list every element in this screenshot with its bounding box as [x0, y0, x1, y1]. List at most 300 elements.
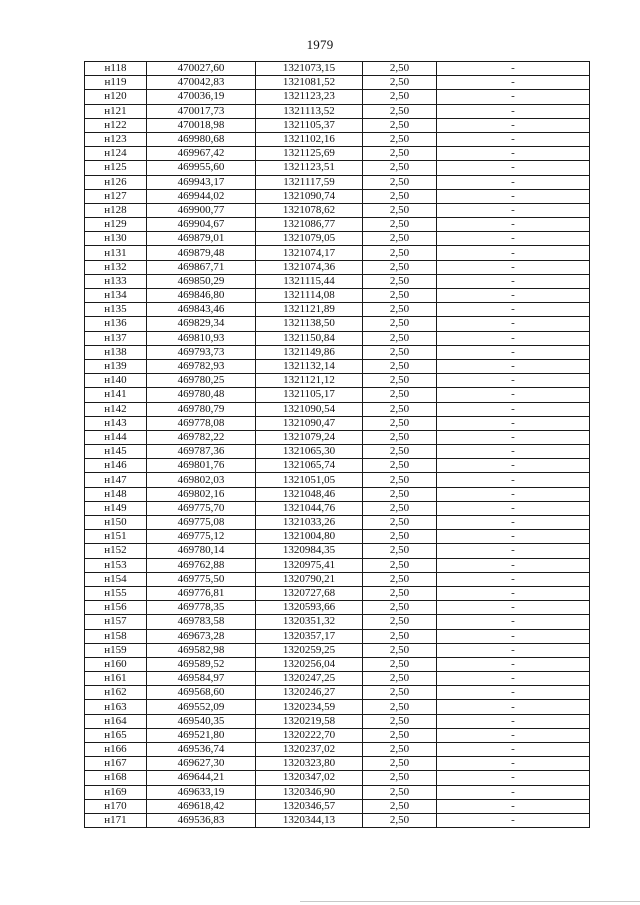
x-coordinate-cell: 469879,01	[147, 232, 256, 246]
table-row	[85, 572, 590, 586]
point-id-cell: н151	[85, 530, 147, 544]
point-id-cell: н120	[85, 90, 147, 104]
note-cell: -	[437, 586, 590, 600]
x-coordinate-cell: 469850,29	[147, 274, 256, 288]
accuracy-cell: 2,50	[363, 757, 437, 771]
accuracy-cell: 2,50	[363, 629, 437, 643]
x-coordinate-cell: 469521,80	[147, 728, 256, 742]
note-cell: -	[437, 743, 590, 757]
note-cell: -	[437, 90, 590, 104]
point-id-cell: н133	[85, 274, 147, 288]
table-row	[85, 544, 590, 558]
point-id-cell: н153	[85, 558, 147, 572]
accuracy-cell: 2,50	[363, 445, 437, 459]
y-coordinate-cell: 1321073,15	[256, 62, 363, 76]
point-id-cell: н132	[85, 260, 147, 274]
page-number: 1979	[306, 37, 334, 52]
accuracy-cell: 2,50	[363, 459, 437, 473]
x-coordinate-cell: 470018,98	[147, 118, 256, 132]
x-coordinate-cell: 469783,58	[147, 615, 256, 629]
accuracy-cell: 2,50	[363, 388, 437, 402]
x-coordinate-cell: 469943,17	[147, 175, 256, 189]
table-row	[85, 728, 590, 742]
table-row	[85, 303, 590, 317]
note-cell: -	[437, 601, 590, 615]
y-coordinate-cell: 1321125,69	[256, 147, 363, 161]
y-coordinate-cell: 1321081,52	[256, 76, 363, 90]
point-id-cell: н154	[85, 572, 147, 586]
table-row	[85, 147, 590, 161]
point-id-cell: н156	[85, 601, 147, 615]
point-id-cell: н147	[85, 473, 147, 487]
x-coordinate-cell: 469780,14	[147, 544, 256, 558]
accuracy-cell: 2,50	[363, 289, 437, 303]
accuracy-cell: 2,50	[363, 359, 437, 373]
accuracy-cell: 2,50	[363, 686, 437, 700]
y-coordinate-cell: 1320246,27	[256, 686, 363, 700]
table-row	[85, 90, 590, 104]
point-id-cell: н137	[85, 331, 147, 345]
note-cell: -	[437, 303, 590, 317]
note-cell: -	[437, 359, 590, 373]
accuracy-cell: 2,50	[363, 672, 437, 686]
table-row	[85, 700, 590, 714]
accuracy-cell: 2,50	[363, 90, 437, 104]
note-cell: -	[437, 416, 590, 430]
x-coordinate-cell: 469552,09	[147, 700, 256, 714]
y-coordinate-cell: 1321078,62	[256, 203, 363, 217]
x-coordinate-cell: 469780,79	[147, 402, 256, 416]
table-row	[85, 516, 590, 530]
y-coordinate-cell: 1321090,74	[256, 189, 363, 203]
table-row	[85, 743, 590, 757]
note-cell: -	[437, 289, 590, 303]
table-row	[85, 771, 590, 785]
accuracy-cell: 2,50	[363, 147, 437, 161]
x-coordinate-cell: 469540,35	[147, 714, 256, 728]
note-cell: -	[437, 501, 590, 515]
y-coordinate-cell: 1321102,16	[256, 132, 363, 146]
x-coordinate-cell: 469778,35	[147, 601, 256, 615]
table-row	[85, 657, 590, 671]
y-coordinate-cell: 1321149,86	[256, 345, 363, 359]
point-id-cell: н121	[85, 104, 147, 118]
note-cell: -	[437, 714, 590, 728]
y-coordinate-cell: 1321123,51	[256, 161, 363, 175]
note-cell: -	[437, 232, 590, 246]
accuracy-cell: 2,50	[363, 402, 437, 416]
point-id-cell: н152	[85, 544, 147, 558]
accuracy-cell: 2,50	[363, 487, 437, 501]
table-row	[85, 785, 590, 799]
point-id-cell: н169	[85, 785, 147, 799]
table-row	[85, 359, 590, 373]
x-coordinate-cell: 469780,25	[147, 374, 256, 388]
point-id-cell: н161	[85, 672, 147, 686]
x-coordinate-cell: 469673,28	[147, 629, 256, 643]
note-cell: -	[437, 331, 590, 345]
accuracy-cell: 2,50	[363, 232, 437, 246]
accuracy-cell: 2,50	[363, 799, 437, 813]
accuracy-cell: 2,50	[363, 175, 437, 189]
note-cell: -	[437, 572, 590, 586]
scan-edge-line	[300, 901, 640, 902]
table-row	[85, 246, 590, 260]
accuracy-cell: 2,50	[363, 785, 437, 799]
table-row	[85, 643, 590, 657]
x-coordinate-cell: 469829,34	[147, 317, 256, 331]
accuracy-cell: 2,50	[363, 246, 437, 260]
x-coordinate-cell: 469802,16	[147, 487, 256, 501]
accuracy-cell: 2,50	[363, 260, 437, 274]
point-id-cell: н166	[85, 743, 147, 757]
x-coordinate-cell: 469793,73	[147, 345, 256, 359]
x-coordinate-cell: 469762,88	[147, 558, 256, 572]
y-coordinate-cell: 1321138,50	[256, 317, 363, 331]
x-coordinate-cell: 469568,60	[147, 686, 256, 700]
note-cell: -	[437, 118, 590, 132]
accuracy-cell: 2,50	[363, 516, 437, 530]
x-coordinate-cell: 470017,73	[147, 104, 256, 118]
y-coordinate-cell: 1321074,17	[256, 246, 363, 260]
note-cell: -	[437, 374, 590, 388]
y-coordinate-cell: 1320219,58	[256, 714, 363, 728]
table-row	[85, 799, 590, 813]
accuracy-cell: 2,50	[363, 374, 437, 388]
accuracy-cell: 2,50	[363, 132, 437, 146]
x-coordinate-cell: 469627,30	[147, 757, 256, 771]
note-cell: -	[437, 672, 590, 686]
y-coordinate-cell: 1321115,44	[256, 274, 363, 288]
point-id-cell: н143	[85, 416, 147, 430]
x-coordinate-cell: 469980,68	[147, 132, 256, 146]
y-coordinate-cell: 1321114,08	[256, 289, 363, 303]
x-coordinate-cell: 469780,48	[147, 388, 256, 402]
table-row	[85, 331, 590, 345]
x-coordinate-cell: 469582,98	[147, 643, 256, 657]
point-id-cell: н162	[85, 686, 147, 700]
y-coordinate-cell: 1321113,52	[256, 104, 363, 118]
note-cell: -	[437, 203, 590, 217]
note-cell: -	[437, 76, 590, 90]
accuracy-cell: 2,50	[363, 530, 437, 544]
accuracy-cell: 2,50	[363, 615, 437, 629]
accuracy-cell: 2,50	[363, 743, 437, 757]
note-cell: -	[437, 445, 590, 459]
note-cell: -	[437, 317, 590, 331]
note-cell: -	[437, 686, 590, 700]
note-cell: -	[437, 516, 590, 530]
y-coordinate-cell: 1321132,14	[256, 359, 363, 373]
table-row	[85, 473, 590, 487]
accuracy-cell: 2,50	[363, 473, 437, 487]
note-cell: -	[437, 728, 590, 742]
x-coordinate-cell: 469843,46	[147, 303, 256, 317]
y-coordinate-cell: 1321150,84	[256, 331, 363, 345]
point-id-cell: н170	[85, 799, 147, 813]
note-cell: -	[437, 615, 590, 629]
note-cell: -	[437, 345, 590, 359]
y-coordinate-cell: 1321079,24	[256, 430, 363, 444]
y-coordinate-cell: 1321086,77	[256, 218, 363, 232]
note-cell: -	[437, 799, 590, 813]
accuracy-cell: 2,50	[363, 118, 437, 132]
y-coordinate-cell: 1320357,17	[256, 629, 363, 643]
point-id-cell: н163	[85, 700, 147, 714]
note-cell: -	[437, 459, 590, 473]
x-coordinate-cell: 470042,83	[147, 76, 256, 90]
y-coordinate-cell: 1320323,80	[256, 757, 363, 771]
x-coordinate-cell: 469778,08	[147, 416, 256, 430]
point-id-cell: н128	[85, 203, 147, 217]
note-cell: -	[437, 430, 590, 444]
accuracy-cell: 2,50	[363, 501, 437, 515]
x-coordinate-cell: 469967,42	[147, 147, 256, 161]
note-cell: -	[437, 147, 590, 161]
table-row	[85, 76, 590, 90]
table-row	[85, 615, 590, 629]
note-cell: -	[437, 388, 590, 402]
point-id-cell: н138	[85, 345, 147, 359]
point-id-cell: н135	[85, 303, 147, 317]
point-id-cell: н129	[85, 218, 147, 232]
y-coordinate-cell: 1320237,02	[256, 743, 363, 757]
y-coordinate-cell: 1320347,02	[256, 771, 363, 785]
table-row	[85, 161, 590, 175]
y-coordinate-cell: 1320346,57	[256, 799, 363, 813]
note-cell: -	[437, 473, 590, 487]
point-id-cell: н122	[85, 118, 147, 132]
note-cell: -	[437, 643, 590, 657]
y-coordinate-cell: 1320975,41	[256, 558, 363, 572]
accuracy-cell: 2,50	[363, 700, 437, 714]
table-row	[85, 430, 590, 444]
table-row	[85, 62, 590, 76]
accuracy-cell: 2,50	[363, 189, 437, 203]
y-coordinate-cell: 1321079,05	[256, 232, 363, 246]
accuracy-cell: 2,50	[363, 303, 437, 317]
coordinates-table	[84, 61, 590, 828]
point-id-cell: н141	[85, 388, 147, 402]
point-id-cell: н155	[85, 586, 147, 600]
table-row	[85, 416, 590, 430]
point-id-cell: н171	[85, 813, 147, 827]
point-id-cell: н165	[85, 728, 147, 742]
y-coordinate-cell: 1320984,35	[256, 544, 363, 558]
table-row	[85, 274, 590, 288]
point-id-cell: н127	[85, 189, 147, 203]
y-coordinate-cell: 1321105,37	[256, 118, 363, 132]
accuracy-cell: 2,50	[363, 430, 437, 444]
table-row	[85, 586, 590, 600]
y-coordinate-cell: 1320727,68	[256, 586, 363, 600]
y-coordinate-cell: 1320351,32	[256, 615, 363, 629]
table-row	[85, 218, 590, 232]
point-id-cell: н142	[85, 402, 147, 416]
y-coordinate-cell: 1321048,46	[256, 487, 363, 501]
y-coordinate-cell: 1320346,90	[256, 785, 363, 799]
y-coordinate-cell: 1321044,76	[256, 501, 363, 515]
table-row	[85, 345, 590, 359]
note-cell: -	[437, 132, 590, 146]
x-coordinate-cell: 469955,60	[147, 161, 256, 175]
note-cell: -	[437, 544, 590, 558]
x-coordinate-cell: 469867,71	[147, 260, 256, 274]
x-coordinate-cell: 469944,02	[147, 189, 256, 203]
y-coordinate-cell: 1320790,21	[256, 572, 363, 586]
accuracy-cell: 2,50	[363, 813, 437, 827]
note-cell: -	[437, 62, 590, 76]
y-coordinate-cell: 1321004,80	[256, 530, 363, 544]
accuracy-cell: 2,50	[363, 728, 437, 742]
table-row	[85, 487, 590, 501]
table-row	[85, 402, 590, 416]
table-row	[85, 714, 590, 728]
point-id-cell: н160	[85, 657, 147, 671]
y-coordinate-cell: 1321121,89	[256, 303, 363, 317]
point-id-cell: н167	[85, 757, 147, 771]
note-cell: -	[437, 558, 590, 572]
note-cell: -	[437, 260, 590, 274]
accuracy-cell: 2,50	[363, 62, 437, 76]
y-coordinate-cell: 1320344,13	[256, 813, 363, 827]
x-coordinate-cell: 469775,08	[147, 516, 256, 530]
y-coordinate-cell: 1321065,30	[256, 445, 363, 459]
x-coordinate-cell: 469802,03	[147, 473, 256, 487]
x-coordinate-cell: 469536,83	[147, 813, 256, 827]
point-id-cell: н136	[85, 317, 147, 331]
y-coordinate-cell: 1321065,74	[256, 459, 363, 473]
table-row	[85, 232, 590, 246]
table-row	[85, 757, 590, 771]
note-cell: -	[437, 246, 590, 260]
point-id-cell: н144	[85, 430, 147, 444]
note-cell: -	[437, 530, 590, 544]
x-coordinate-cell: 469801,76	[147, 459, 256, 473]
accuracy-cell: 2,50	[363, 203, 437, 217]
note-cell: -	[437, 657, 590, 671]
note-cell: -	[437, 218, 590, 232]
accuracy-cell: 2,50	[363, 586, 437, 600]
x-coordinate-cell: 469879,48	[147, 246, 256, 260]
note-cell: -	[437, 757, 590, 771]
y-coordinate-cell: 1320259,25	[256, 643, 363, 657]
accuracy-cell: 2,50	[363, 161, 437, 175]
x-coordinate-cell: 469787,36	[147, 445, 256, 459]
accuracy-cell: 2,50	[363, 416, 437, 430]
point-id-cell: н148	[85, 487, 147, 501]
table-row	[85, 175, 590, 189]
table-row	[85, 118, 590, 132]
y-coordinate-cell: 1320247,25	[256, 672, 363, 686]
x-coordinate-cell: 469900,77	[147, 203, 256, 217]
note-cell: -	[437, 629, 590, 643]
y-coordinate-cell: 1321123,23	[256, 90, 363, 104]
table-row	[85, 317, 590, 331]
point-id-cell: н140	[85, 374, 147, 388]
point-id-cell: н157	[85, 615, 147, 629]
note-cell: -	[437, 700, 590, 714]
x-coordinate-cell: 469618,42	[147, 799, 256, 813]
table-row	[85, 672, 590, 686]
table-row	[85, 530, 590, 544]
y-coordinate-cell: 1321090,47	[256, 416, 363, 430]
note-cell: -	[437, 813, 590, 827]
point-id-cell: н139	[85, 359, 147, 373]
point-id-cell: н149	[85, 501, 147, 515]
accuracy-cell: 2,50	[363, 104, 437, 118]
x-coordinate-cell: 469782,93	[147, 359, 256, 373]
x-coordinate-cell: 469782,22	[147, 430, 256, 444]
point-id-cell: н150	[85, 516, 147, 530]
accuracy-cell: 2,50	[363, 558, 437, 572]
point-id-cell: н124	[85, 147, 147, 161]
point-id-cell: н158	[85, 629, 147, 643]
table-row	[85, 104, 590, 118]
x-coordinate-cell: 469536,74	[147, 743, 256, 757]
accuracy-cell: 2,50	[363, 76, 437, 90]
accuracy-cell: 2,50	[363, 218, 437, 232]
accuracy-cell: 2,50	[363, 643, 437, 657]
x-coordinate-cell: 469775,12	[147, 530, 256, 544]
point-id-cell: н125	[85, 161, 147, 175]
accuracy-cell: 2,50	[363, 714, 437, 728]
table-row	[85, 388, 590, 402]
x-coordinate-cell: 469904,67	[147, 218, 256, 232]
note-cell: -	[437, 402, 590, 416]
table-row	[85, 189, 590, 203]
accuracy-cell: 2,50	[363, 572, 437, 586]
note-cell: -	[437, 189, 590, 203]
y-coordinate-cell: 1320222,70	[256, 728, 363, 742]
x-coordinate-cell: 469846,80	[147, 289, 256, 303]
y-coordinate-cell: 1320256,04	[256, 657, 363, 671]
x-coordinate-cell: 469810,93	[147, 331, 256, 345]
table-row	[85, 289, 590, 303]
y-coordinate-cell: 1321117,59	[256, 175, 363, 189]
table-row	[85, 132, 590, 146]
accuracy-cell: 2,50	[363, 317, 437, 331]
x-coordinate-cell: 469775,70	[147, 501, 256, 515]
point-id-cell: н134	[85, 289, 147, 303]
table-row	[85, 459, 590, 473]
point-id-cell: н159	[85, 643, 147, 657]
point-id-cell: н126	[85, 175, 147, 189]
accuracy-cell: 2,50	[363, 331, 437, 345]
x-coordinate-cell: 470036,19	[147, 90, 256, 104]
note-cell: -	[437, 771, 590, 785]
note-cell: -	[437, 785, 590, 799]
note-cell: -	[437, 175, 590, 189]
x-coordinate-cell: 469589,52	[147, 657, 256, 671]
accuracy-cell: 2,50	[363, 601, 437, 615]
note-cell: -	[437, 161, 590, 175]
y-coordinate-cell: 1321121,12	[256, 374, 363, 388]
point-id-cell: н131	[85, 246, 147, 260]
table-row	[85, 601, 590, 615]
x-coordinate-cell: 470027,60	[147, 62, 256, 76]
x-coordinate-cell: 469584,97	[147, 672, 256, 686]
point-id-cell: н130	[85, 232, 147, 246]
table-row	[85, 374, 590, 388]
point-id-cell: н168	[85, 771, 147, 785]
coordinates-table-body	[85, 62, 590, 828]
table-row	[85, 501, 590, 515]
note-cell: -	[437, 274, 590, 288]
accuracy-cell: 2,50	[363, 771, 437, 785]
accuracy-cell: 2,50	[363, 544, 437, 558]
point-id-cell: н123	[85, 132, 147, 146]
